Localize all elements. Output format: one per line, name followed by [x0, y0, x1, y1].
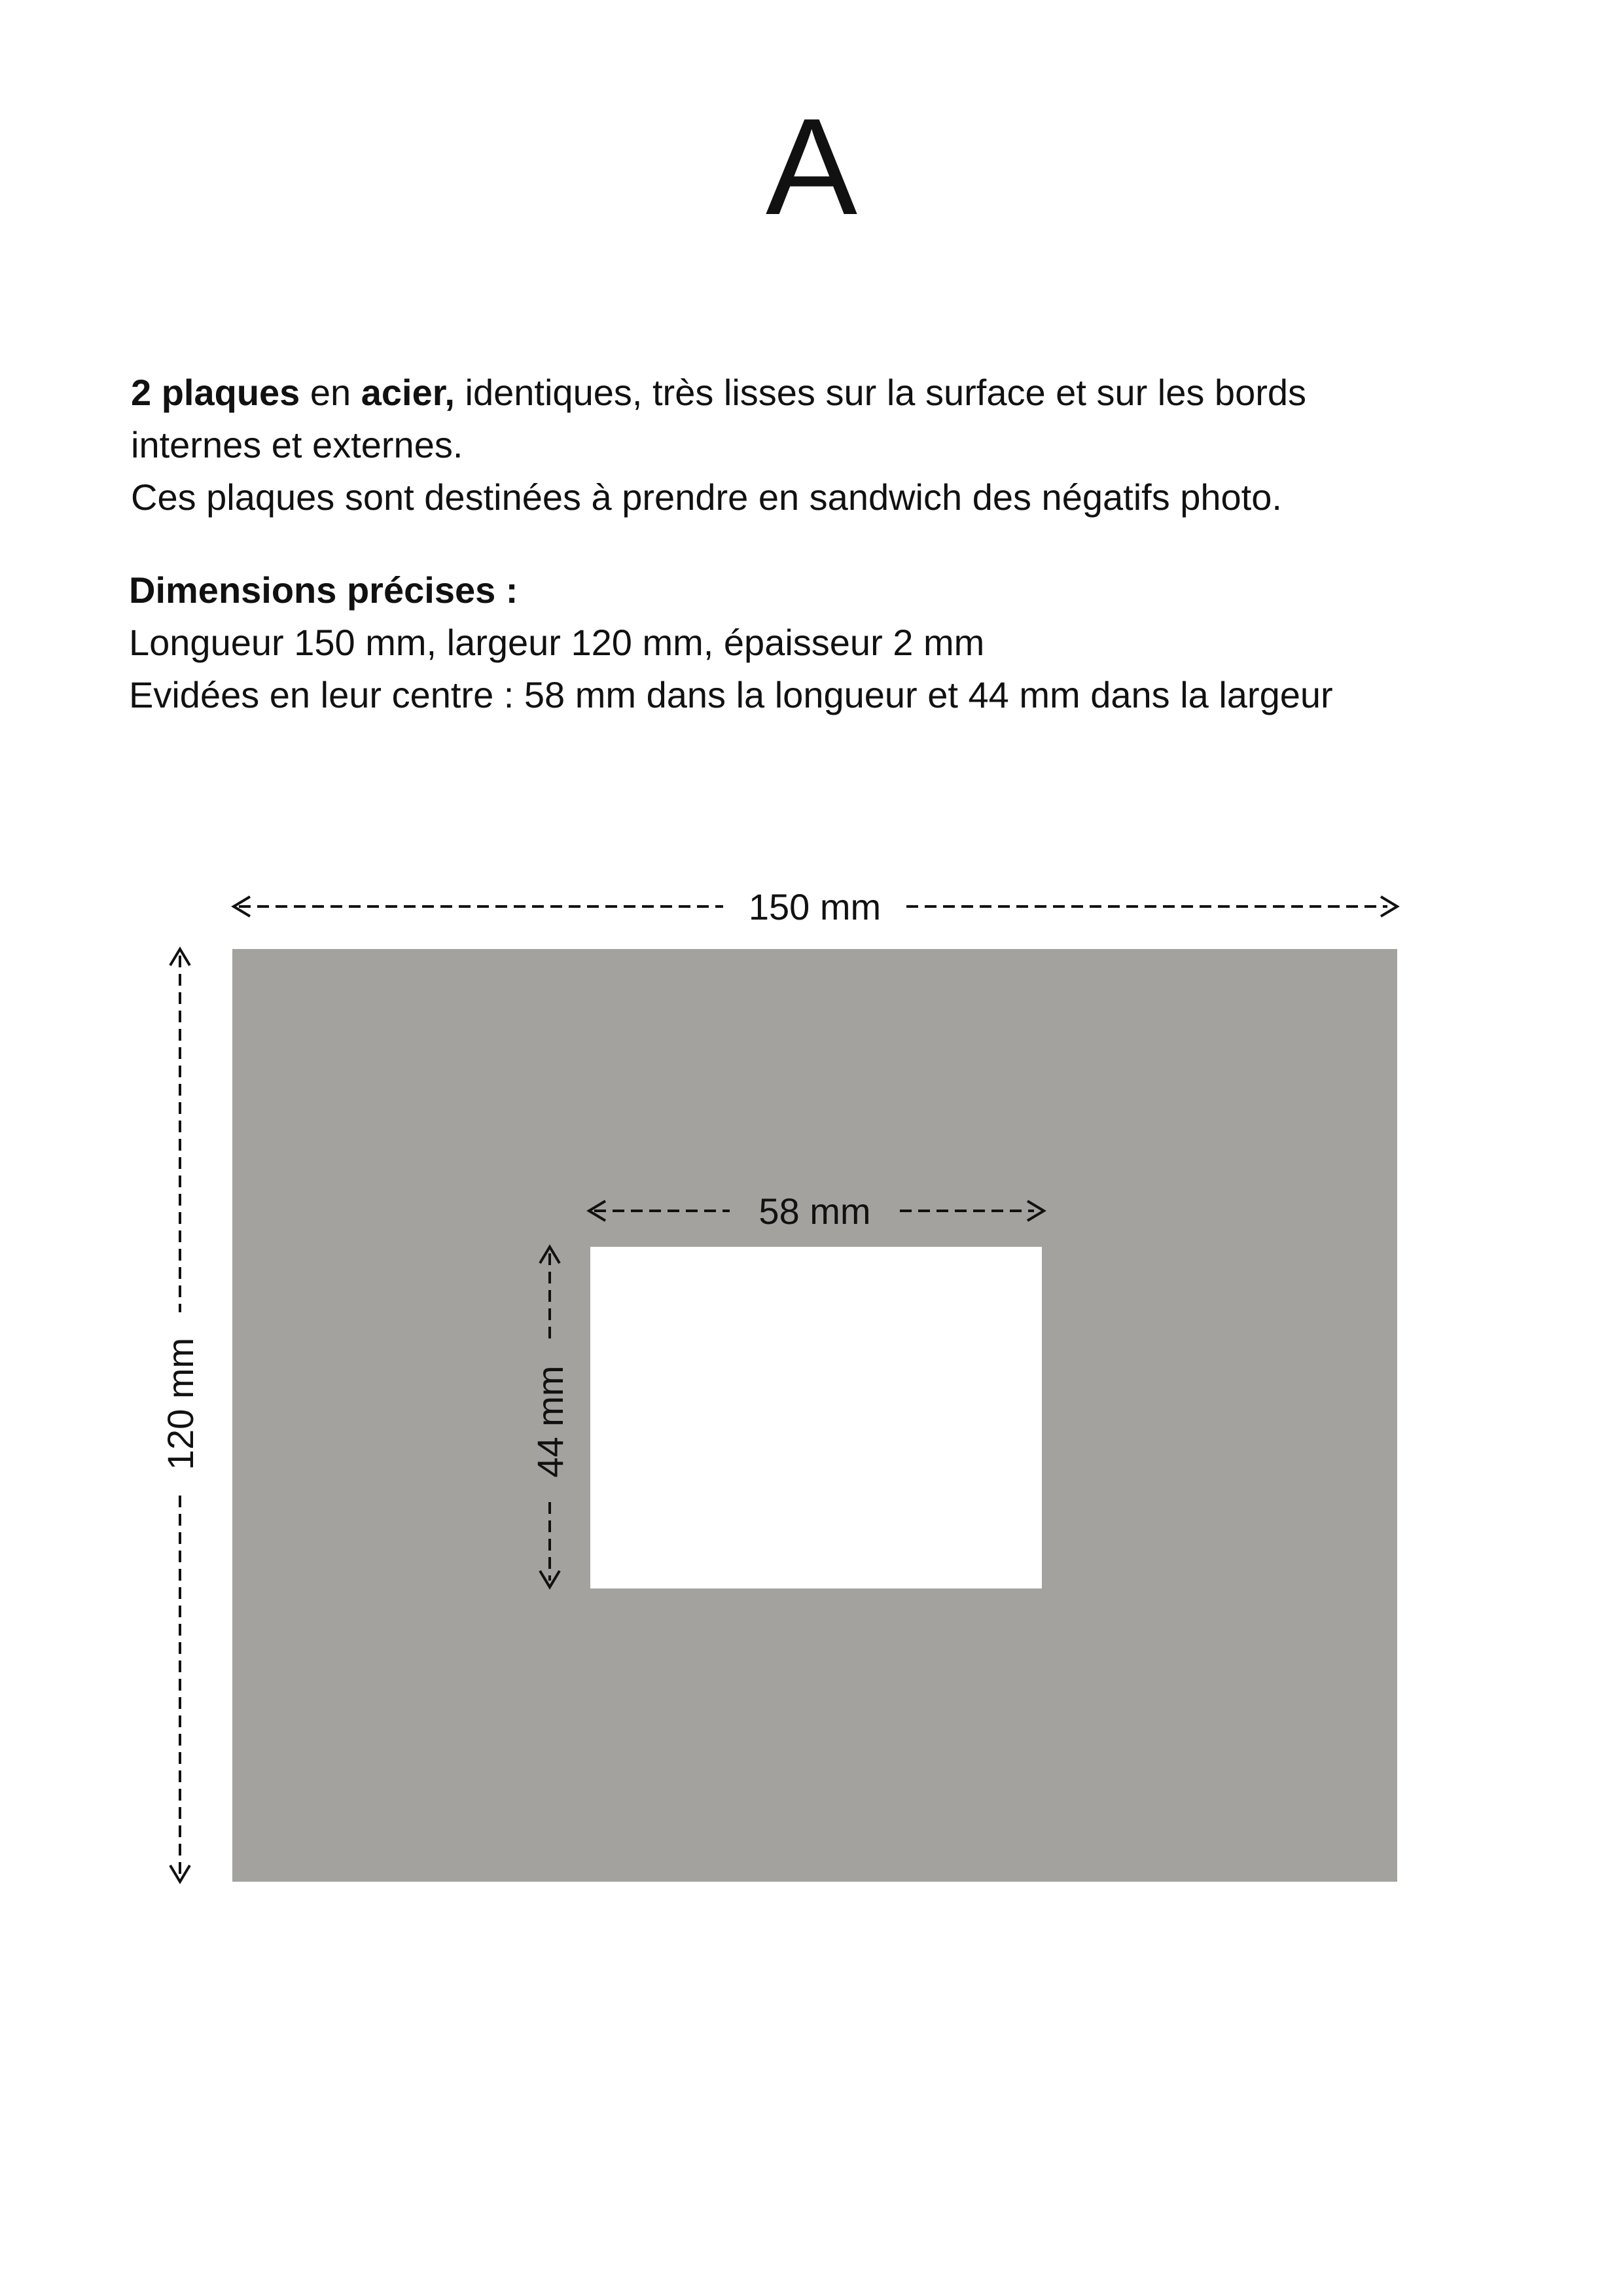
material-text: acier, [361, 372, 455, 413]
dimensions-title: Dimensions précises : [129, 569, 518, 611]
inner-length-label: 58 mm [758, 1191, 871, 1232]
connector-text: en [300, 372, 361, 413]
description-line-3: Ces plaques sont destinées à prendre en sandwich des négatifs photo. [131, 476, 1282, 518]
description-rest-text: identiques, très lisses sur la surface et sur les bords [455, 372, 1307, 413]
description-line-2: internes et externes. [131, 424, 463, 465]
quantity-text: 2 plaques [131, 372, 300, 413]
page-heading: A [765, 90, 858, 243]
dimensions-line-2: Evidées en leur centre : 58 mm dans la longueur et 44 mm dans la largeur [129, 674, 1333, 715]
outer-length-label: 150 mm [748, 886, 882, 927]
dimensions-line-1: Longueur 150 mm, largeur 120 mm, épaisseur 2 mm [129, 622, 985, 663]
outer-width-label: 120 mm [160, 1337, 201, 1471]
inner-width-label: 44 mm [529, 1365, 571, 1478]
